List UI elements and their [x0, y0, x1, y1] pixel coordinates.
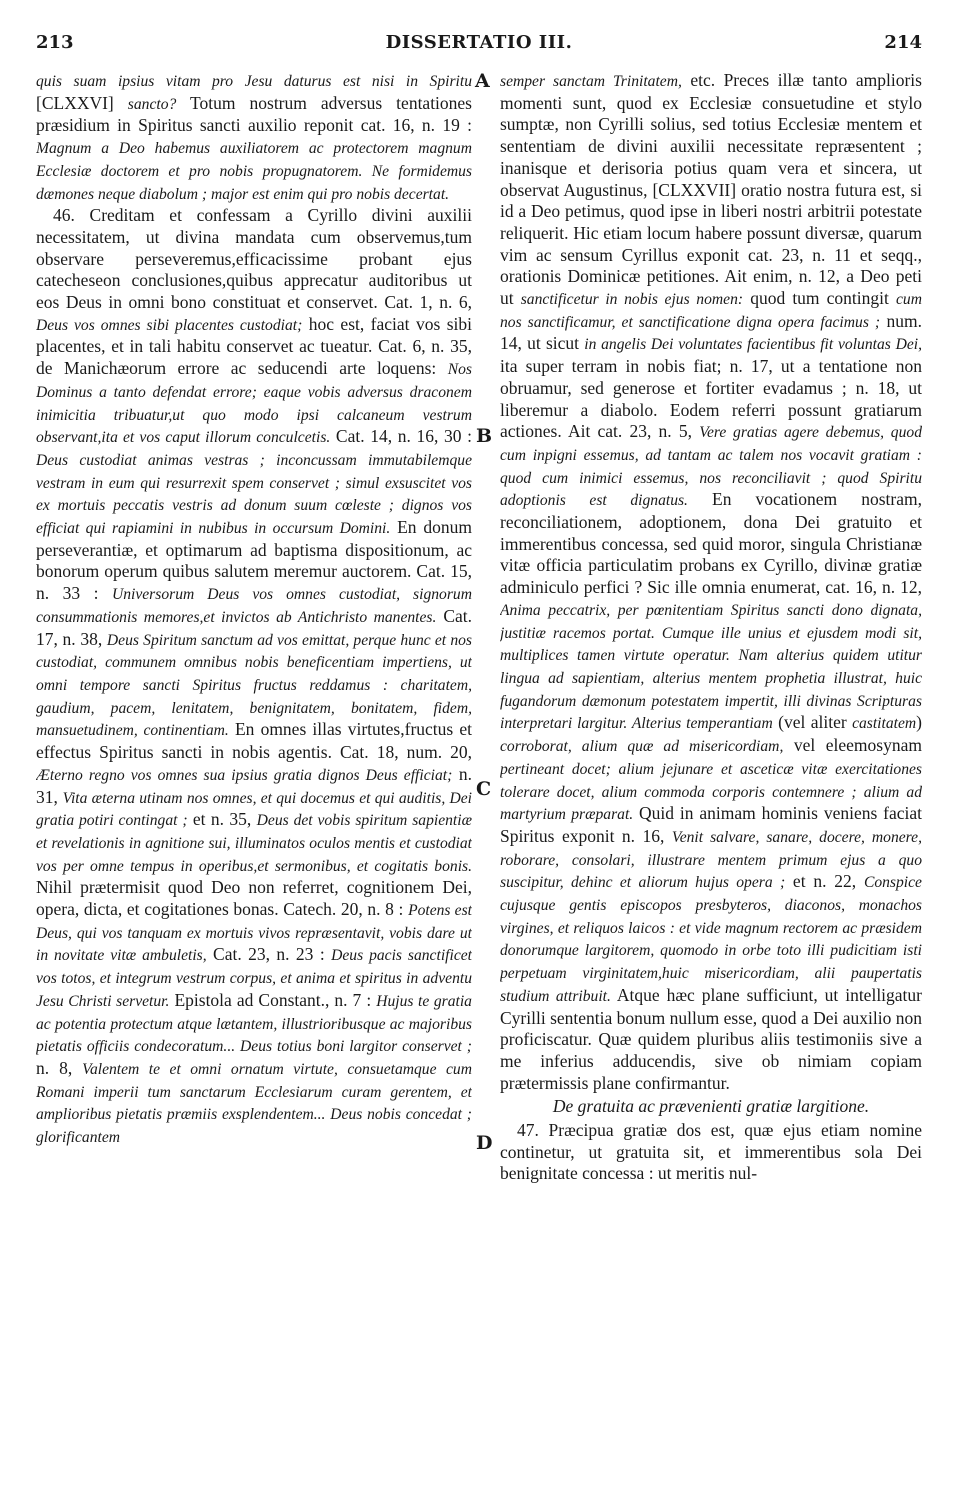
text-run: hoc est, faciat vos sibi placentes, et in tali habitu conservet ac tueatur. Cat. 6, n. 35, de Manichæorum errore ac seducendi arte loquens:	[36, 313, 472, 379]
italic-quotation: Vere gratias agere debemus, quod cum inpigni essemus, ad tantam ac talem nos vocavit gratiam : quod cum inimici essemus, nos reconciliavit ; quod Spiritu adoptionis est dignatus.	[500, 424, 922, 510]
italic-quotation: Deus pacis sanctificet vos totos, et integrum vestrum corpus, et anima et spiritus in adventu Jesu Christi servetur.	[36, 947, 472, 1010]
italic-quotation: sancto?	[127, 95, 177, 113]
running-header	[36, 32, 922, 58]
margin-marker-c: C	[476, 778, 492, 800]
italic-quotation: Deus custodiat animas vestras ; inconcussam immutabilemque vestram in eum qui resurrexit spem conservet ; simul exsuscitet vos ex mortuis peccatis vestris ad donum suum cœleste ; dignos vos efficiat qui rapiamini in nubibus in occursum Domini.	[36, 451, 472, 538]
italic-quotation: quis suam ipsius vitam pro Jesu daturus est nisi in Spiritu	[36, 73, 472, 90]
text-run: Cat. 23, n. 23 :	[206, 944, 332, 965]
italic-quotation: Deus Spiritum sanctum ad vos emittat, perque hunc et nos custodiat, communem omnibus nobis beneficentiam impertiens, ut omni tempore sancti Spiritus fructus reddamus : charitatem, gaudium, pacem, lenitatem, benignitatem, bonitatem, fidem, mansuetudinem, continentiam.	[36, 631, 472, 740]
margin-marker-a: A	[475, 70, 490, 92]
margin-marker-d: D	[476, 1132, 493, 1154]
italic-quotation: in angelis Dei voluntates facientibus fit voluntas Dei,	[584, 336, 922, 354]
text-run: Totum nostrum adversus tentationes præsidium in Spiritus sancti auxilio reponit cat. 16, n. 19 :	[36, 92, 472, 136]
italic-quotation: cum nos sanctificamur, et sanctificatione digna opera facimus ;	[500, 291, 922, 331]
text-run: vel eleemosynam	[783, 735, 922, 756]
italic-quotation: Potens est Deus, qui vos tanquam ex mortuis vivos repræsentavit, vobis dare ut in novitate vitæ ambuletis,	[36, 902, 472, 965]
italic-quotation: Conspice cujusque gentis episcopos presbyteros, diaconos, monachos virgines, et reliquos laicos : et vide magnum rectorem ac præsidem donorumque largitorem, quomodo in orbe toto illi pudicitiam isti perpetuam virginitatem,huic misericordiam, alii paupertatis studium attribuit.	[500, 874, 922, 1005]
text-run: ita super terram in nobis fiat; n. 17, ut a tentatione non obruamur, sed generose et fortiter evadamus ; n. 18, ut liberemur a diabolo. Eodem referri possunt gratiarum actiones. Ait cat. 23, n. 5,	[500, 356, 922, 442]
text-run: )	[916, 712, 922, 733]
italic-quotation: Universorum Deus vos omnes custodiat, signorum consummationis memores,et invictos ab Antichristo manentes.	[36, 586, 472, 626]
page-number-right: 214	[884, 32, 922, 53]
margin-marker-b: B	[476, 425, 493, 447]
text-run: Cat. 17, n. 38,	[36, 605, 472, 649]
right-column	[500, 70, 922, 1475]
text-run: n. 8,	[36, 1057, 83, 1078]
italic-quotation: Anima peccatrix, per pœnitentiam Spiritus sancti dono dignata, justitiæ racemos portat. Cumque ille unius et ejusdem modi sit, multiplices tamen virtute operatur. Nam alterius quidem utitur lingua ad sapientiam, alterius mentem prophetia illustrat, huic fugandorum dæmonum potestatem impertit, illi divinas Scripturas interpretari largitur. Alterius temperantiam	[500, 601, 922, 733]
text-run: En omnes illas virtutes,fructus et effectus Spiritus sancti in nobis agentis. Cat. 18, num. 20,	[36, 719, 472, 763]
text-run: etc. Preces illæ tanto amplioris momenti sunt, quod ex Ecclesiæ consuetudine et stylo sumptæ, non Cyrilli solius, sed totius Ecclesiæ mentem et sententiam de divini auxilii necessitate repræsentent ; inanisque et derisoria potius quam vera et sincera, ut observat Augustinus, [CLXXVII] oratio nostra futura est, si id a Deo petimus, quod ipse in liberi nostri arbitrii potestate reliquerit. Hic etiam locum habere possunt diversæ, quarum vim ac sensum Cyrillus exponit cat. 23, n. 11 et seqq., orationis Dominicæ petitiones. Ait enim, n. 12, a Deo peti ut	[500, 70, 922, 309]
section-heading: De gratuita ac prævenienti gratiæ largitione.	[552, 1096, 870, 1117]
italic-quotation: Magnum a Deo habemus auxiliatorem ac protectorem magnum Ecclesiæ doctorem et pro nobis propugnatorem. Ne formidemus dæmones neque diabolum ; major est enim qui pro nobis decertat.	[36, 140, 472, 203]
italic-quotation: castitatem	[852, 715, 917, 733]
italic-quotation: Æterno regno vos omnes sua ipsius gratia dignos Deus efficiat;	[36, 766, 453, 784]
page-number-left: 213	[36, 32, 74, 53]
text-run: En donum perseverantiæ, et optimarum ad baptisma dispositionum, ac bonorum operum quibus salutem meremur auctorem. Cat. 15, n. 33 :	[36, 517, 472, 604]
running-title: DISSERTATIO III.	[385, 32, 573, 53]
text-run: Quid in animam hominis veniens faciat Spiritus exponit n. 16,	[500, 803, 922, 846]
text-run: Epistola ad Constant., n. 7 :	[169, 989, 377, 1010]
text-run: [CLXXVI]	[36, 92, 128, 113]
paragraph-continuation	[36, 70, 472, 205]
text-run: n. 31,	[36, 763, 472, 807]
italic-quotation: semper sanctam Trinitatem,	[500, 73, 682, 90]
left-column	[36, 70, 472, 1475]
text-run: quod tum contingit	[743, 288, 896, 309]
italic-quotation: sanctificetur in nobis ejus nomen:	[520, 291, 744, 309]
text-run: Nihil prætermisit quod Deo non referret, cognitionem Dei, opera, dicta, et cogitationes bonas. Catech. 20, n. 8 :	[36, 877, 472, 920]
italic-quotation: Deus vos omnes sibi placentes custodiat;	[36, 316, 303, 334]
paragraph-46	[36, 205, 472, 1149]
text-run: et n. 35,	[187, 809, 257, 830]
paragraph-continuation-right	[500, 70, 922, 1094]
text-run: En vocationem nostram, reconciliationem, adoptionem, dona Dei gratuito et immerentibus concessa, sed quid moror, singula Christianæ vitæ officia particulatim probans ex Cyrillo, divinæ gratiæ adminiculo perfici ? Sic ille omnia enumerat, cat. 16, n. 12,	[500, 489, 922, 598]
italic-quotation: Venit salvare, sanare, docere, monere, roborare, consolari, illustrare mentem primum ejus a quo suscipitur, dehinc et aliorum hujus opera ;	[500, 828, 922, 892]
text-run: num. 14, ut sicut	[500, 310, 922, 354]
italic-quotation: pertineant docet; alium jejunare et asceticæ vitæ exercitationes tolerare docet, alium commoda corporis contemnere ; alium ad martyrium præparat.	[500, 760, 922, 824]
paragraph-47	[500, 1120, 922, 1185]
text-run: (vel aliter	[772, 712, 853, 733]
text-run: 46. Creditam et confessam a Cyrillo divini auxilii necessitatem, ut divina mandata cum observemus,tum observare perseveremus,efficacissime probant ejus catecheseon conclusiones,quibus apprecatur auditoribus ut eos Deus in omni bono constituat et conservet. Cat. 1, n. 6,	[36, 205, 472, 313]
text-run: et n. 22,	[785, 871, 864, 892]
text-run: 47. Præcipua gratiæ dos est, quæ ejus etiam nomine continetur, ut gratuita sit, et immerentibus sola Dei benignitate concessa : ut meritis nul-	[500, 1120, 922, 1184]
italic-quotation: Nos Dominus a tanto defendat errore; eaque vobis adversus draconem inimicitia tribuatur,ut quo modo ipsi calcaneum vestrum observant,ita et vos caput illorum conculcetis.	[36, 361, 472, 447]
text-run: Cat. 14, n. 16, 30 :	[330, 426, 472, 447]
italic-quotation: Vita æterna utinam nos omnes, et qui docemus et qui auditis, Dei gratia potiri contingat ;	[36, 789, 472, 830]
italic-quotation: Hujus te gratia ac potentia protectum atque lætantem, illustrioribusque ac majoribus pietatis officiis condecoratum... Deus totius boni largitor conservet ;	[36, 992, 472, 1056]
italic-quotation: corroborat, alium quæ ad misericordiam,	[500, 738, 784, 756]
text-run: Atque hæc plane sufficiunt, ut intelligatur Cyrilli sententia bonum nullum esse, quod a Dei auxilio non proficiscatur. Quæ quidem pluribus aliis testimoniis sive a me inferius adducendis, sive ob nimiam copiam prætermissis plane confirmantur.	[500, 984, 922, 1093]
italic-quotation: Deus det vobis spiritum sapientiæ et revelationis in agnitione sui, illuminatos oculos mentis et custodiat vos per omne tempus in operibus,et sermonibus, et cogitatis bonis.	[36, 812, 472, 875]
italic-quotation: Valentem te et omni ornatum virtute, consuetamque cum Romani imperii tum sanctarum Ecclesiarum curam gerentem, et amplioribus pietatis præmiis exsplendentem... Deus nobis concedat ; glorificantem	[36, 1060, 472, 1147]
